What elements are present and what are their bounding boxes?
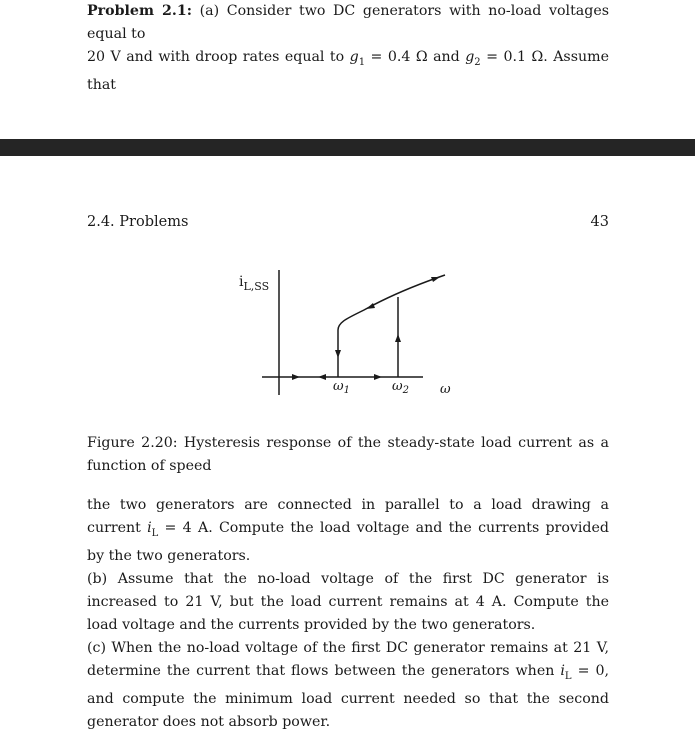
tick-omega-1: $\omega_1$ — [333, 379, 350, 396]
hysteresis-figure — [222, 262, 462, 402]
curve-arrow-left — [366, 303, 375, 309]
y-label: $i_{L,SS}$ — [239, 274, 270, 293]
problem-line-2: 20 V and with droop rates equal to $g_1 = 0.4$ Ω and $g_2 = 0.1$ Ω. Assume that — [87, 49, 609, 93]
x-arrow-right-1 — [318, 374, 326, 380]
page-divider — [0, 139, 695, 156]
x-arrow-right-2 — [374, 374, 382, 380]
problem-label: Problem 2.1: — [87, 3, 192, 19]
paragraph-a: the two generators are connected in parallel to a load drawing a current $i_L = 4$ A. Compute the load voltage and the currents provided by the two generators. — [87, 497, 609, 564]
upper-curve — [338, 275, 445, 330]
curve-arrow-right — [431, 277, 440, 282]
paragraph-c: (c) When the no-load voltage of the first DC generator remains at 21 V, determine the current that flows between the generators when $i_L = 0$, and compute the minimum load current needed so that the second generator does not absorb power. — [87, 639, 610, 730]
problem-line-1: Problem 2.1: (a) Consider two DC generators with no-load voltages equal to — [87, 3, 609, 42]
figure-caption: Figure 2.20: Hysteresis response of the steady-state load current as a function of speed — [87, 435, 609, 474]
paragraph-b: (b) Assume that the no-load voltage of the first DC generator is increased to 21 V, but the load current remains at 4 A. Compute the load voltage and the currents provided by the two generators. — [87, 570, 609, 633]
drop-arrow — [335, 350, 341, 358]
body-text — [87, 494, 609, 734]
page-number: 43 — [590, 214, 609, 230]
tick-omega-2: $\omega_2$ — [392, 379, 409, 396]
rise-arrow — [395, 334, 401, 342]
section-title: 2.4. Problems — [87, 214, 189, 230]
problem-statement — [87, 0, 609, 97]
running-head — [87, 214, 609, 230]
x-arrow-left — [292, 374, 300, 380]
x-label: ω — [440, 382, 451, 397]
